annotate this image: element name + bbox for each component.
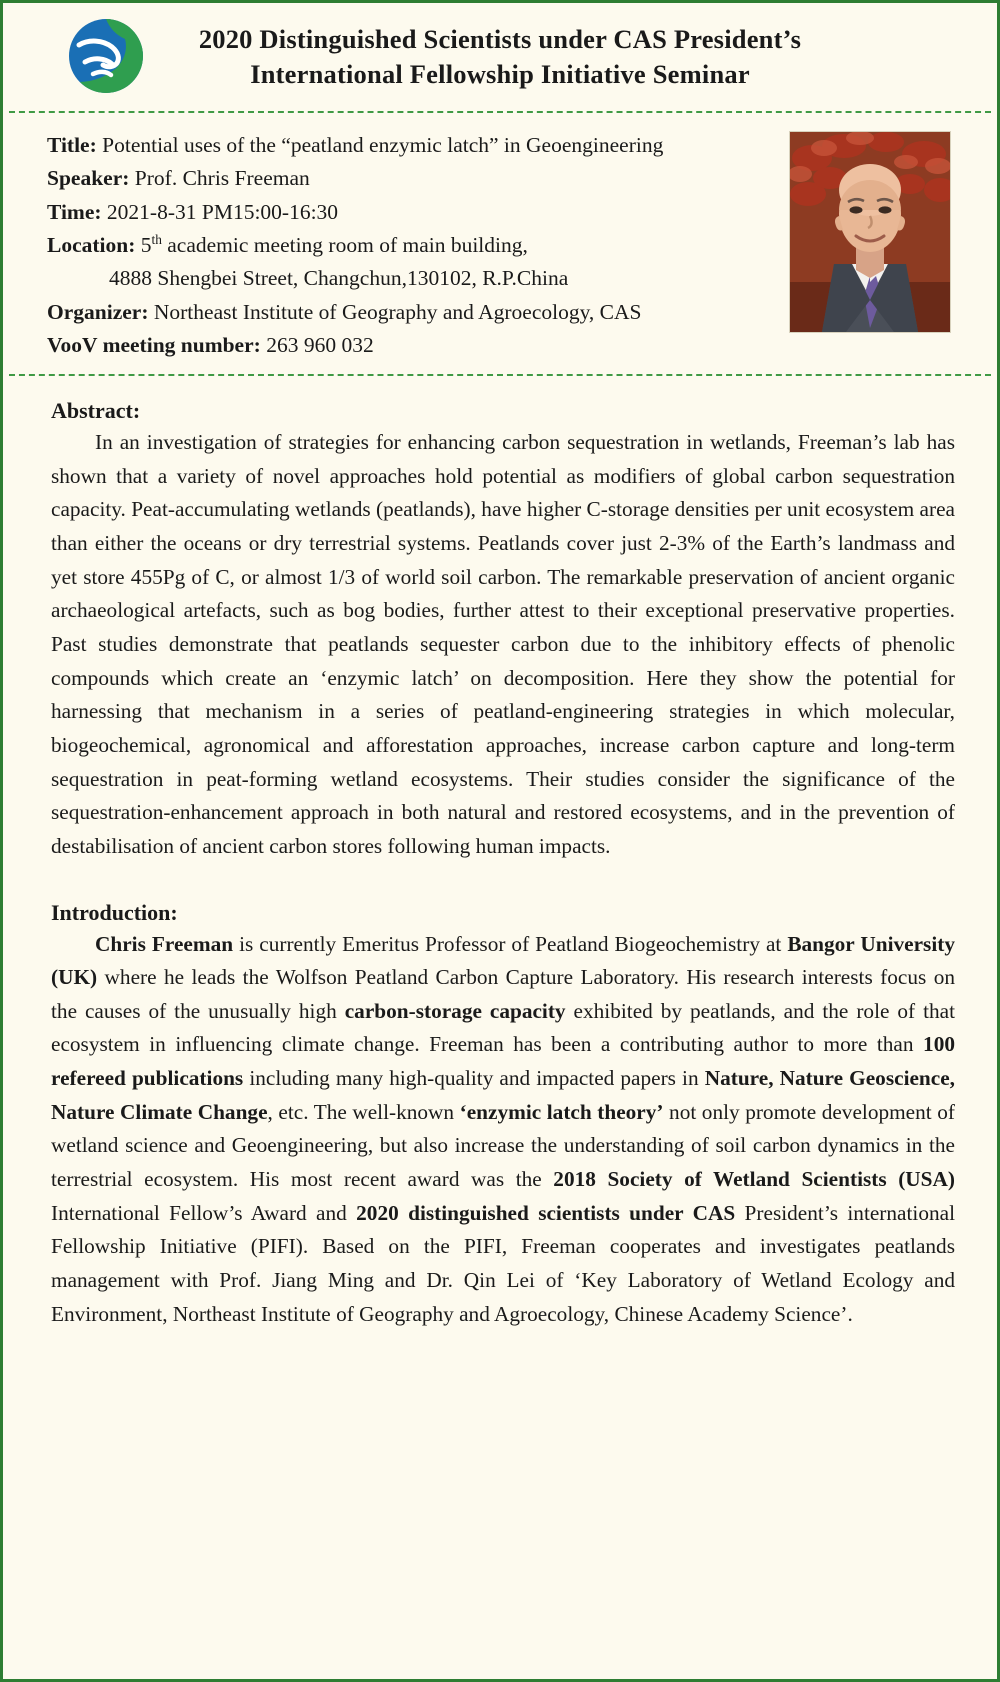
intro-seg-14: International Fellow’s Award and (51, 1200, 357, 1225)
intro-seg-10: , etc. The well-known (267, 1099, 460, 1124)
info-organizer-value: Northeast Institute of Geography and Agroecology, CAS (153, 299, 642, 324)
info-voov-value: 263 960 032 (266, 332, 374, 357)
info-location-value-number: 5 (140, 232, 152, 257)
info-speaker-label: Speaker: (47, 166, 130, 191)
intro-seg-16: President’s international Fellowship Initiative (PIFI). Based on the PIFI, Freeman cooperates and investigates peatlands management with Prof. Jiang Ming and Dr. Qin Lei of ‘Key Laboratory of Wetland Ecology and Environment, Northeast Institute of Geography and Agroecology, Chinese Academy Science’. (51, 1200, 956, 1326)
intro-seg-9: Nature, Nature Geoscience, Nature Climate Change (51, 1066, 956, 1124)
introduction-paragraph (51, 928, 955, 1332)
introduction-heading: Introduction: (51, 899, 178, 925)
intro-seg-5: carbon-storage capacity (344, 998, 566, 1023)
intro-seg-15: 2020 distinguished scientists under CAS (356, 1200, 736, 1225)
title-line-2: International Fellowship Initiative Seminar (250, 59, 750, 89)
intro-seg-2: is currently Emeritus Professor of Peatland Biogeochemistry at (233, 931, 788, 956)
abstract-paragraph: In an investigation of strategies for enhancing carbon sequestration in wetlands, Freeman’s lab has shown that a variety of novel approaches hold potential as modifiers of global carbon sequestration capacity. Peat-accumulating wetlands (peatlands), have higher C-storage densities per unit ecosystem area than either the oceans or dry terrestrial systems. Peatlands cover just 2-3% of the Earth’s landmass and yet store 455Pg of C, or almost 1/3 of world soil carbon. The remarkable preservation of ancient organic archaeological artefacts, such as bog bodies, further attest to their exceptional preservative properties. Past studies demonstrate that peatlands sequester carbon due to the inhibitory effects of phenolic compounds which create an ‘enzymic latch’ on decomposition. Here they show the potential for harnessing that mechanism in a series of peatland-engineering strategies in which molecular, biogeochemical, agronomical and afforestation approaches, increase carbon capture and long-term sequestration in peat-forming wetland ecosystems. Their studies consider the significance of the sequestration-enhancement approach in both natural and restored ecosystems, and in the prevention of destabilisation of ancient carbon stores following human impacts. (51, 430, 955, 858)
poster-header (3, 3, 997, 111)
info-title-value: Potential uses of the “peatland enzymic latch” in Geoengineering (102, 133, 664, 157)
info-voov-label: VooV meeting number: (47, 332, 261, 357)
info-time-value: 2021-8-31 PM15:00-16:30 (106, 199, 339, 224)
info-address-value: 4888 Shengbei Street, Changchun,130102, R.P.China (109, 266, 569, 291)
intro-seg-8: including many high-quality and impacted papers in (243, 1066, 705, 1091)
seminar-info-block (3, 113, 997, 374)
poster-body (3, 376, 997, 1341)
info-location-ordinal-suffix: th (151, 231, 162, 247)
speaker-portrait-chris-freeman (789, 131, 951, 333)
title-line-1: 2020 Distinguished Scientists under CAS President’s (198, 24, 802, 55)
intro-seg-1: Chris Freeman (95, 931, 234, 956)
intro-seg-11: ‘enzymic latch theory’ (459, 1099, 664, 1124)
info-title-label: Title: (47, 133, 97, 157)
section-spacer (51, 864, 955, 894)
info-speaker-value: Prof. Chris Freeman (134, 166, 310, 191)
intro-seg-4: where he leads the Wolfson Peatland Carbon Capture Laboratory. His research interests focus on the causes of the unusually high (51, 965, 955, 1023)
info-location-value-text: academic meeting room of main building, (161, 232, 528, 257)
intro-seg-6: exhibited by peatlands, and the role of that ecosystem in influencing climate change. Freeman has been a contributing author to more than (51, 998, 956, 1057)
intro-seg-7: 100 refereed publications (51, 1032, 955, 1091)
abstract-heading: Abstract: (51, 398, 141, 424)
info-voov-row (47, 329, 987, 362)
info-location-label: Location: (47, 232, 136, 257)
info-organizer-label: Organizer: (47, 299, 149, 324)
page-title (49, 22, 951, 92)
info-time-label: Time: (47, 199, 102, 224)
cas-neigae-globe-logo (65, 15, 147, 97)
intro-seg-3: Bangor University (UK) (51, 931, 955, 990)
intro-seg-12: not only promote development of wetland science and Geoengineering, but also increase the understanding of soil carbon dynamics in the terrestrial ecosystem. His most recent award was the (51, 1099, 955, 1191)
intro-seg-13: 2018 Society of Wetland Scientists (USA) (553, 1167, 955, 1191)
